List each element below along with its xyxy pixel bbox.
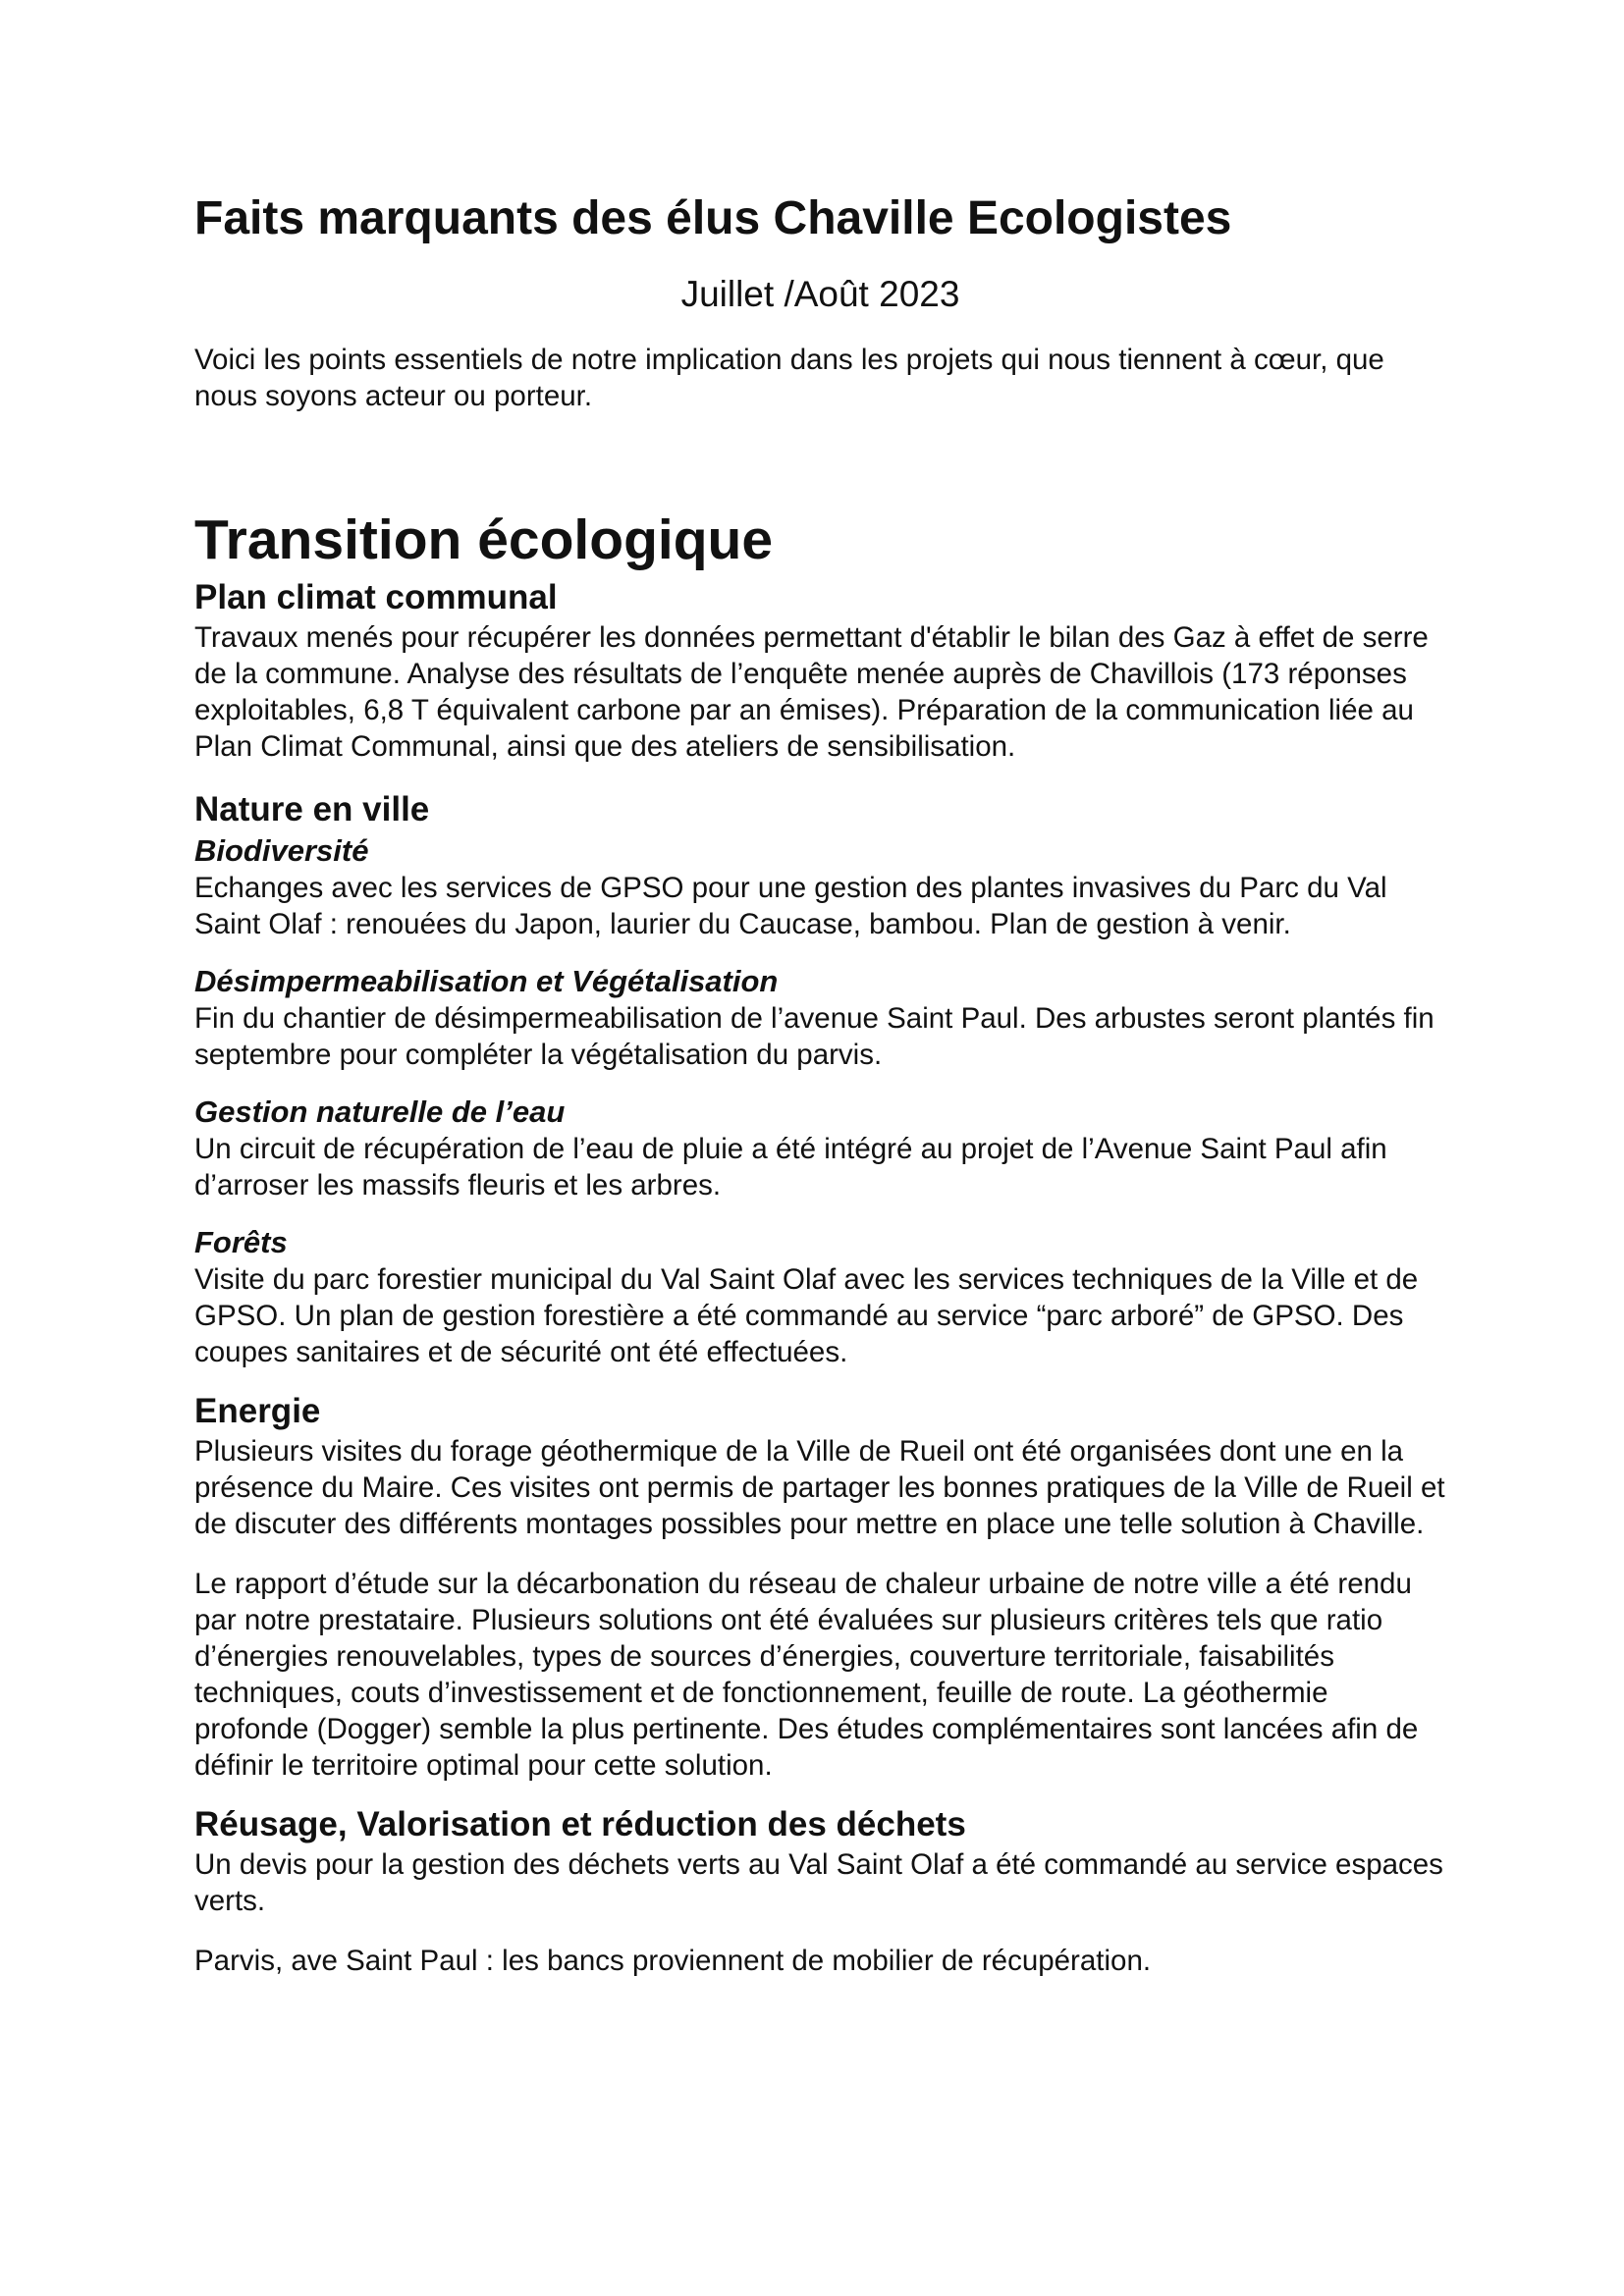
- energie-text-2: Le rapport d’étude sur la décarbonation du réseau de chaleur urbaine de notre ville a été rendu par notre prestataire. Plusieurs solutions ont été évaluées sur plusieurs critères tels que ratio d’énergies renouvelables, types de sources d’énergies, couverture territoriale, faisabilités techniques, couts d’investissement et de fonctionnement, feuille de route. La géothermie profonde (Dogger) semble la plus pertinente. Des études complémentaires sont lancées afin de définir le territoire optimal pour cette solution.: [194, 1568, 1419, 1782]
- forets-heading: Forêts: [194, 1225, 288, 1259]
- eau-heading: Gestion naturelle de l’eau: [194, 1095, 566, 1129]
- desimper-text: Fin du chantier de désimpermeabilisation de l’avenue Saint Paul. Des arbustes seront plantés fin septembre pour compléter la végétalisation du parvis.: [194, 1002, 1435, 1071]
- dechets-text-1: Un devis pour la gestion des déchets verts au Val Saint Olaf a été commandé au service espaces verts.: [194, 1848, 1443, 1917]
- dechets-text-2: Parvis, ave Saint Paul : les bancs proviennent de mobilier de récupération.: [194, 1945, 1152, 1977]
- desimper-heading: Désimpermeabilisation et Végétalisation: [194, 964, 779, 998]
- document-title: Faits marquants des élus Chaville Ecologistes: [194, 192, 1232, 244]
- energie-heading: Energie: [194, 1392, 321, 1430]
- plan-climat-text: Travaux menés pour récupérer les données permettant d'établir le bilan des Gaz à effet de serre de la commune. Analyse des résultats de l’enquête menée auprès de Chavillois (173 réponses exploitables, 6,8 T équivalent carbone par an émises). Préparation de la communication liée au Plan Climat Communal, ainsi que des ateliers de sensibilisation.: [194, 621, 1429, 763]
- biodiversite-text: Echanges avec les services de GPSO pour une gestion des plantes invasives du Parc du Val Saint Olaf : renouées du Japon, laurier du Caucase, bambou. Plan de gestion à venir.: [194, 872, 1387, 940]
- nature-heading: Nature en ville: [194, 790, 430, 828]
- section-body: [194, 576, 1446, 1979]
- dechets-heading: Réusage, Valorisation et réduction des déchets: [194, 1805, 966, 1843]
- energie-text-1: Plusieurs visites du forage géothermique de la Ville de Rueil ont été organisées dont une en la présence du Maire. Ces visites ont permis de partager les bonnes pratiques de la Ville de Rueil et de discuter des différents montages possibles pour mettre en place une telle solution à Chaville.: [194, 1435, 1445, 1540]
- document-date: Juillet /Août 2023: [680, 274, 960, 314]
- biodiversite-heading: Biodiversité: [194, 833, 369, 868]
- plan-climat-heading: Plan climat communal: [194, 578, 558, 616]
- eau-text: Un circuit de récupération de l’eau de pluie a été intégré au projet de l’Avenue Saint Paul afin d’arroser les massifs fleuris et les arbres.: [194, 1133, 1387, 1201]
- forets-text: Visite du parc forestier municipal du Val Saint Olaf avec les services techniques de la Ville et de GPSO. Un plan de gestion forestière a été commandé au service “parc arboré” de GPSO. Des coupes sanitaires et de sécurité ont été effectuées.: [194, 1263, 1419, 1368]
- intro-paragraph: Voici les points essentiels de notre implication dans les projets qui nous tiennent à cœur, que nous soyons acteur ou porteur.: [194, 344, 1384, 412]
- section-title: Transition écologique: [194, 508, 774, 571]
